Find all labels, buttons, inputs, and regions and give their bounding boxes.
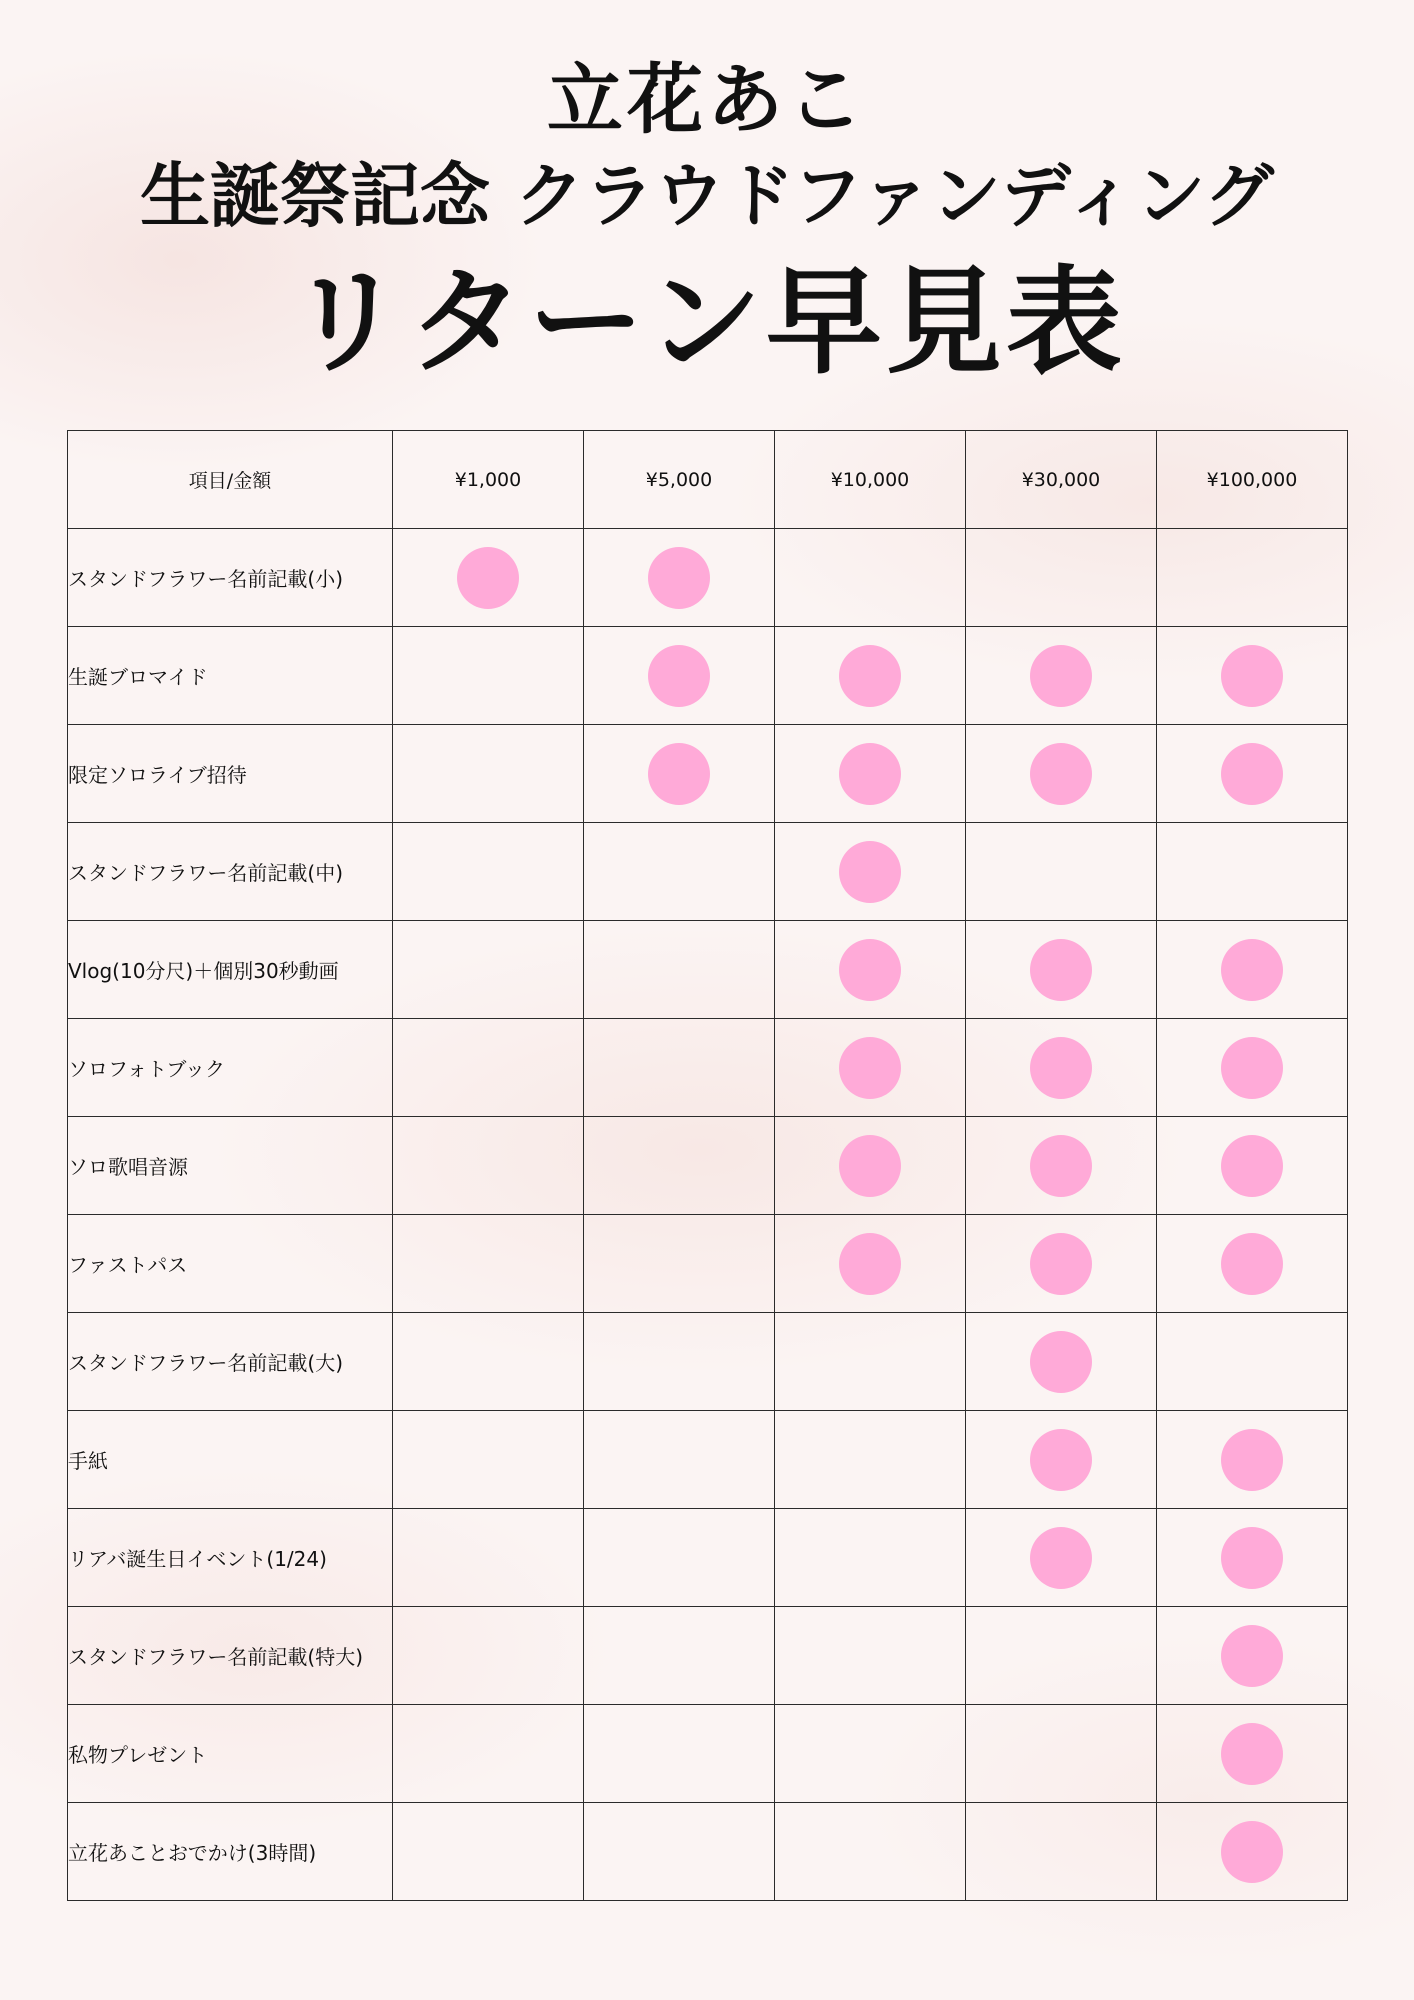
item-label: スタンドフラワー名前記載(中) [68, 823, 393, 921]
tier-cell [966, 627, 1157, 725]
included-dot-icon [1030, 1331, 1092, 1393]
tier-cell [966, 1509, 1157, 1607]
tier-header: ¥1,000 [393, 431, 584, 529]
item-label: 生誕ブロマイド [68, 627, 393, 725]
tier-cell [1157, 1019, 1348, 1117]
table-body [68, 529, 1348, 1901]
tier-cell [584, 1313, 775, 1411]
included-dot-icon [1030, 645, 1092, 707]
tier-cell [393, 1411, 584, 1509]
tier-cell [775, 921, 966, 1019]
table-row [68, 823, 1348, 921]
tier-cell [393, 1705, 584, 1803]
item-label: ファストパス [68, 1215, 393, 1313]
tier-cell [775, 1117, 966, 1215]
tier-cell [393, 1509, 584, 1607]
tier-cell [966, 921, 1157, 1019]
included-dot-icon [839, 841, 901, 903]
included-dot-icon [648, 547, 710, 609]
tier-cell [584, 627, 775, 725]
table-row [68, 1803, 1348, 1901]
returns-table [67, 430, 1348, 1901]
tier-cell [775, 1411, 966, 1509]
included-dot-icon [839, 939, 901, 1001]
table-row [68, 1705, 1348, 1803]
tier-cell [775, 1607, 966, 1705]
included-dot-icon [648, 645, 710, 707]
included-dot-icon [1221, 1821, 1283, 1883]
included-dot-icon [1221, 1723, 1283, 1785]
tier-cell [775, 1313, 966, 1411]
included-dot-icon [1221, 1429, 1283, 1491]
tier-cell [966, 1117, 1157, 1215]
item-label: ソロ歌唱音源 [68, 1117, 393, 1215]
tier-cell [966, 1803, 1157, 1901]
tier-cell [1157, 529, 1348, 627]
table-row [68, 1019, 1348, 1117]
table-row [68, 627, 1348, 725]
included-dot-icon [839, 1135, 901, 1197]
table-row [68, 1215, 1348, 1313]
included-dot-icon [1030, 1135, 1092, 1197]
tier-cell [966, 529, 1157, 627]
tier-cell [775, 823, 966, 921]
tier-cell [393, 1313, 584, 1411]
tier-header: ¥100,000 [1157, 431, 1348, 529]
tier-cell [393, 1117, 584, 1215]
included-dot-icon [1221, 1527, 1283, 1589]
page-title [0, 52, 1414, 398]
item-label: スタンドフラワー名前記載(特大) [68, 1607, 393, 1705]
tier-header: ¥30,000 [966, 431, 1157, 529]
item-label: Vlog(10分尺)＋個別30秒動画 [68, 921, 393, 1019]
table-row [68, 1411, 1348, 1509]
tier-cell [775, 529, 966, 627]
tier-cell [393, 1607, 584, 1705]
tier-cell [966, 823, 1157, 921]
table-row [68, 1117, 1348, 1215]
tier-cell [1157, 1705, 1348, 1803]
tier-cell [775, 1215, 966, 1313]
included-dot-icon [1030, 1037, 1092, 1099]
included-dot-icon [1030, 1429, 1092, 1491]
tier-cell [775, 1803, 966, 1901]
tier-cell [775, 1509, 966, 1607]
included-dot-icon [1221, 1037, 1283, 1099]
tier-cell [966, 1019, 1157, 1117]
table-row [68, 529, 1348, 627]
included-dot-icon [839, 645, 901, 707]
tier-cell [584, 823, 775, 921]
tier-cell [393, 1215, 584, 1313]
item-label: ソロフォトブック [68, 1019, 393, 1117]
title-name: 立花あこ [547, 55, 867, 144]
item-label: 私物プレゼント [68, 1705, 393, 1803]
tier-cell [393, 725, 584, 823]
tier-cell [584, 1803, 775, 1901]
included-dot-icon [457, 547, 519, 609]
tier-cell [1157, 725, 1348, 823]
corner-header: 項目/金額 [68, 431, 393, 529]
included-dot-icon [648, 743, 710, 805]
item-label: 限定ソロライブ招待 [68, 725, 393, 823]
tier-cell [393, 823, 584, 921]
tier-cell [393, 529, 584, 627]
tier-cell [584, 725, 775, 823]
tier-cell [775, 627, 966, 725]
table-row [68, 1607, 1348, 1705]
tier-cell [775, 1705, 966, 1803]
included-dot-icon [1221, 645, 1283, 707]
item-label: 手紙 [68, 1411, 393, 1509]
item-label: スタンドフラワー名前記載(大) [68, 1313, 393, 1411]
tier-cell [584, 1705, 775, 1803]
tier-cell [1157, 1607, 1348, 1705]
included-dot-icon [1221, 1135, 1283, 1197]
included-dot-icon [1221, 743, 1283, 805]
included-dot-icon [1030, 939, 1092, 1001]
included-dot-icon [1030, 743, 1092, 805]
tier-header: ¥5,000 [584, 431, 775, 529]
table-header-row [68, 431, 1348, 529]
tier-cell [775, 1019, 966, 1117]
tier-cell [966, 1215, 1157, 1313]
table-row [68, 1509, 1348, 1607]
included-dot-icon [1030, 1233, 1092, 1295]
tier-cell [1157, 1411, 1348, 1509]
table-row [68, 725, 1348, 823]
item-label: スタンドフラワー名前記載(小) [68, 529, 393, 627]
included-dot-icon [1221, 1233, 1283, 1295]
tier-cell [584, 1607, 775, 1705]
tier-cell [1157, 1215, 1348, 1313]
tier-cell [775, 725, 966, 823]
included-dot-icon [839, 1233, 901, 1295]
tier-cell [966, 1411, 1157, 1509]
tier-cell [1157, 921, 1348, 1019]
tier-cell [966, 1607, 1157, 1705]
tier-cell [393, 627, 584, 725]
tier-cell [1157, 1117, 1348, 1215]
tier-cell [584, 1509, 775, 1607]
tier-cell [584, 1411, 775, 1509]
tier-cell [1157, 627, 1348, 725]
table-row [68, 921, 1348, 1019]
tier-cell [584, 529, 775, 627]
tier-cell [966, 1705, 1157, 1803]
tier-cell [966, 1313, 1157, 1411]
tier-cell [1157, 1803, 1348, 1901]
tier-cell [1157, 1313, 1348, 1411]
tier-cell [584, 1117, 775, 1215]
tier-cell [584, 1019, 775, 1117]
item-label: リアバ誕生日イベント(1/24) [68, 1509, 393, 1607]
included-dot-icon [1221, 1625, 1283, 1687]
included-dot-icon [1221, 939, 1283, 1001]
tier-cell [1157, 1509, 1348, 1607]
tier-cell [393, 1803, 584, 1901]
title-subtitle: 生誕祭記念 クラウドファンディング [140, 155, 1274, 237]
title-main: リターン早見表 [288, 255, 1126, 390]
tier-cell [584, 1215, 775, 1313]
tier-cell [393, 921, 584, 1019]
included-dot-icon [839, 1037, 901, 1099]
tier-header: ¥10,000 [775, 431, 966, 529]
item-label: 立花あことおでかけ(3時間) [68, 1803, 393, 1901]
tier-cell [1157, 823, 1348, 921]
tier-cell [393, 1019, 584, 1117]
tier-cell [966, 725, 1157, 823]
included-dot-icon [839, 743, 901, 805]
included-dot-icon [1030, 1527, 1092, 1589]
tier-cell [584, 921, 775, 1019]
table-row [68, 1313, 1348, 1411]
